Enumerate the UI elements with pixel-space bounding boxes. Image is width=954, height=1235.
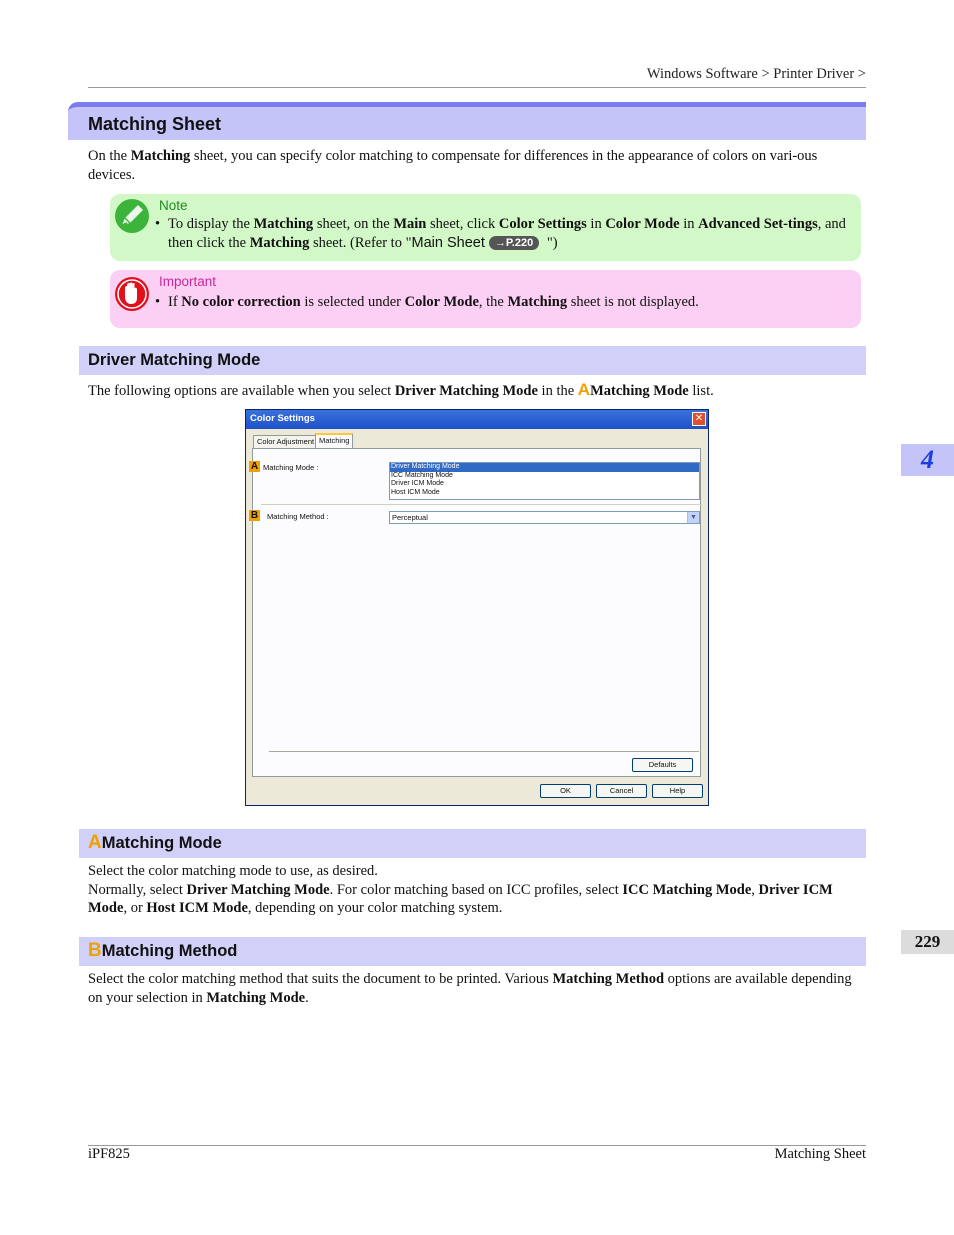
footer-rule (88, 1145, 866, 1146)
badge-b: B (250, 510, 259, 521)
header-rule (88, 87, 866, 88)
list-item[interactable]: ICC Matching Mode (391, 471, 453, 479)
bold-text: Matching Mode (590, 383, 689, 399)
driver-matching-mode-header (79, 346, 866, 375)
text: . For color matching based on ICC profiles, select (329, 881, 623, 898)
help-button[interactable]: Help (652, 784, 703, 798)
text: ") (543, 235, 558, 251)
bold-text: Driver Matching Mode (186, 881, 330, 898)
dialog-title: Color Settings (250, 413, 315, 424)
chapter-tab[interactable] (901, 444, 954, 476)
text: Select the color matching method that suits the document to be printed. Various (88, 971, 553, 987)
text: , (751, 881, 759, 898)
divider (261, 504, 702, 505)
matching-mode-label: Matching Mode : (263, 463, 319, 472)
text: options are available depending on your selection in (88, 971, 852, 1006)
main-sheet-link[interactable]: Main Sheet (411, 235, 485, 251)
intro-paragraph (88, 147, 856, 184)
text: Select the color matching mode to use, as desired. (88, 863, 378, 879)
defaults-button[interactable]: Defaults (632, 758, 693, 772)
text: Normally, select (88, 881, 187, 898)
bold-text: No color correction (181, 294, 301, 310)
bold-text: Color Settings (498, 216, 587, 232)
chapter-number: 4 (921, 445, 934, 474)
text: sheet is not displayed. (567, 294, 699, 310)
bold-text: Matching Method (552, 971, 665, 987)
note-text (155, 215, 855, 253)
bullet: • (155, 216, 161, 232)
matching-method-label: Matching Method : (267, 512, 329, 521)
matching-method-value: Perceptual (392, 513, 428, 522)
matching-method-header (79, 937, 866, 966)
bold-text: ICC Matching Mode (622, 881, 752, 898)
text: sheet, on the (313, 216, 394, 232)
bold-text: Color Mode (605, 216, 680, 232)
bold-text: Matching (253, 216, 314, 232)
driver-mode-paragraph (88, 381, 856, 401)
tab-matching[interactable]: Matching (315, 433, 353, 449)
cancel-button[interactable]: Cancel (596, 784, 647, 798)
matching-method-paragraph (88, 970, 856, 1007)
subsection-title: Driver Matching Mode (88, 351, 261, 369)
subsection-title (88, 832, 222, 854)
bold-text: Advanced Set-tings (698, 216, 818, 232)
ok-button[interactable]: OK (540, 784, 591, 798)
color-settings-dialog (245, 409, 709, 806)
text: in (679, 216, 699, 232)
page-title: Matching Sheet (88, 114, 222, 134)
matching-mode-paragraph (88, 862, 856, 918)
text: , and then click the (168, 216, 846, 251)
important-text (155, 293, 855, 312)
text: sheet, click (426, 216, 499, 232)
bold-text: Driver ICM Mode (88, 881, 833, 916)
close-icon[interactable]: ✕ (692, 412, 706, 426)
dialog-titlebar (246, 410, 708, 429)
bold-text: Driver Matching Mode (394, 383, 538, 399)
divider (269, 751, 699, 752)
badge-a: A (250, 461, 259, 472)
bold-text: Matching (130, 148, 191, 164)
text: On the (88, 148, 131, 164)
matching-mode-detail (88, 881, 856, 918)
stop-hand-icon (114, 276, 150, 312)
pencil-note-icon (114, 198, 150, 234)
page-reference-badge[interactable]: →P.220 (489, 236, 539, 250)
text: sheet. (Refer to " (309, 235, 412, 251)
matching-method-select[interactable] (389, 511, 700, 524)
bold-text: Color Mode (404, 294, 479, 310)
subsection-title-text: Matching Mode (101, 834, 222, 852)
subsection-title (88, 940, 237, 962)
bold-text: Host ICM Mode (146, 900, 248, 916)
page-number: 229 (914, 932, 941, 951)
chevron-down-icon[interactable]: ▼ (687, 512, 699, 523)
list-item[interactable]: Driver Matching Mode (390, 463, 699, 472)
list-item[interactable]: Host ICM Mode (391, 488, 440, 496)
bold-text: Main (393, 216, 427, 232)
section-header (68, 102, 866, 140)
text: . (305, 989, 309, 1006)
text: is selected under (300, 294, 405, 310)
list-item[interactable]: Driver ICM Mode (391, 480, 444, 488)
text: The following options are available when you select (88, 383, 395, 399)
footer-model: iPF825 (88, 1146, 130, 1162)
text: in (586, 216, 606, 232)
tab-color-adjustment[interactable]: Color Adjustment (253, 435, 318, 448)
note-box (110, 194, 861, 261)
letter-a-marker: A (577, 380, 591, 399)
text: , the (478, 294, 508, 310)
matching-mode-header (79, 829, 866, 858)
text: , or (123, 900, 147, 916)
matching-panel (252, 448, 701, 777)
matching-mode-listbox[interactable] (389, 462, 700, 500)
note-label: Note (159, 198, 188, 213)
bullet: • (155, 294, 161, 310)
subsection-title-text: Matching Method (101, 942, 238, 960)
text: in the (537, 383, 578, 399)
letter-a-marker: A (88, 832, 102, 853)
letter-b-marker: B (88, 940, 102, 961)
footer-section: Matching Sheet (774, 1146, 866, 1162)
bold-text: Matching Mode (206, 989, 306, 1006)
text: If (168, 294, 182, 310)
important-label: Important (159, 274, 217, 289)
text: , depending on your color matching system. (247, 900, 503, 916)
bold-text: Matching (249, 235, 310, 251)
breadcrumb: Windows Software > Printer Driver > (646, 66, 866, 82)
text: To display the (168, 216, 254, 232)
text: sheet, you can specify color matching to compensate for differences in the appearance of colors on vari-ous devices. (88, 148, 818, 183)
text: list. (688, 383, 714, 399)
page-number-tab (901, 930, 954, 954)
important-box (110, 270, 861, 328)
bold-text: Matching (507, 294, 568, 310)
